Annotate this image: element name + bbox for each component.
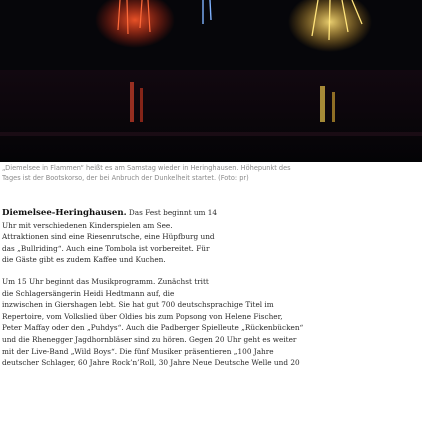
- article-body: [2, 207, 426, 369]
- dateline: Diemelsee-Heringhausen.: [2, 208, 127, 218]
- para1-line-2: Uhr mit verschiedenen Kinderspielen am See.: [2, 220, 173, 230]
- article-paragraph-2: [2, 276, 426, 369]
- para2-line-6: und die Rhenegger Jagdhornbläser sind zu hören. Gegen 20 Uhr geht es weiter: [2, 334, 297, 344]
- para1-line-1-rest: Das Fest beginnt um 14: [126, 208, 218, 217]
- para1-line-3: Attraktionen sind eine Riesenrutsche, eine Hüpfburg und: [2, 232, 215, 242]
- para2-line-1: Um 15 Uhr beginnt das Musikprogramm. Zunächst tritt: [2, 276, 209, 286]
- para1-line-1: [2, 207, 426, 220]
- para2-line-7: mit der Live-Band „Wild Boys“. Die fünf Musiker präsentieren „100 Jahre: [2, 346, 274, 356]
- para2-line-8: deutscher Schlager, 60 Jahre Rock’n’Roll, 30 Jahre Neue Deutsche Welle und 20: [2, 358, 300, 368]
- article-paragraph-1: [2, 207, 426, 266]
- para2-line-3: inzwischen in Giershagen lebt. Sie hat gut 700 deutschsprachige Titel im: [2, 300, 274, 310]
- para2-line-2: die Schlagersängerin Heidi Hedtmann auf, die: [2, 288, 175, 298]
- para2-line-5: Peter Maffay oder den „Puhdys“. Auch die Padberger Spielleute „Rückenbücken“: [2, 323, 304, 333]
- para1-line-5: die Gäste gibt es zudem Kaffee und Kuchen.: [2, 255, 166, 265]
- fireworks-photo: [0, 0, 422, 162]
- photo-illustration: [0, 0, 422, 162]
- caption-line-2: Tages ist der Bootskorso, der bei Anbruch der Dunkelheit startet. (Foto: pr): [2, 174, 249, 183]
- para2-line-4: Repertoire, vom Volkslied über Oldies bis zum Popsong von Helene Fischer,: [2, 311, 283, 321]
- para1-line-4: das „Bullriding“. Auch eine Tombola ist vorbereitet. Für: [2, 243, 210, 253]
- caption-line-1: „Diemelsee in Flammen“ heißt es am Samstag wieder in Heringhausen. Höhepunkt des: [2, 164, 291, 172]
- photo-caption: [2, 163, 422, 183]
